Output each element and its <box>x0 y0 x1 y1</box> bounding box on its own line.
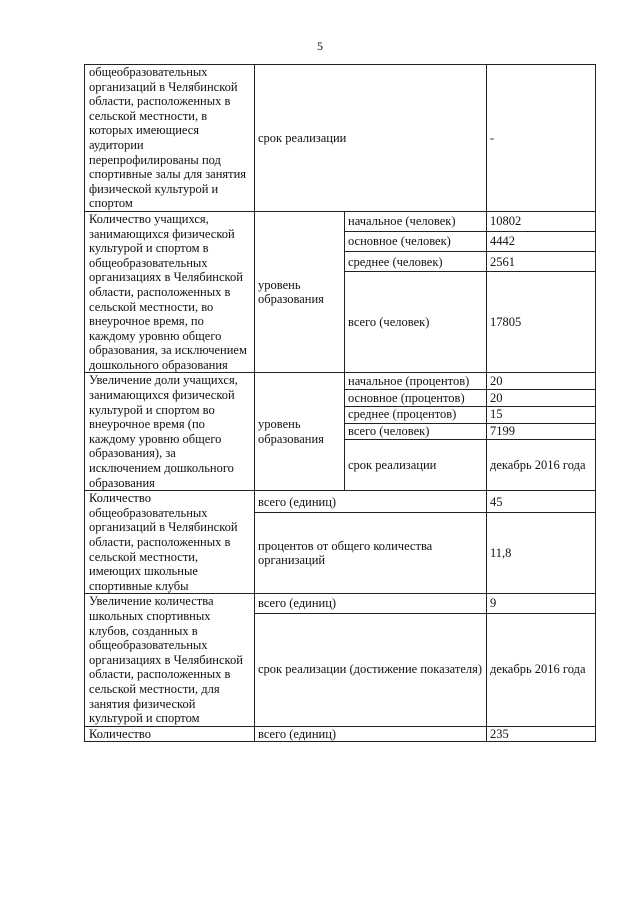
indicator-parameter: срок реализации (достижение показателя) <box>255 613 487 726</box>
table-row <box>85 211 596 231</box>
sub-label: всего (человек) <box>345 423 487 440</box>
indicator-value: декабрь 2016 года <box>487 613 596 726</box>
sub-label: основное (процентов) <box>345 390 487 407</box>
sub-label: основное (человек) <box>345 232 487 252</box>
sub-value: 7199 <box>487 423 596 440</box>
indicator-parameter: уровень образования <box>255 373 345 491</box>
sub-value: 10802 <box>487 211 596 231</box>
indicators-table <box>84 64 596 742</box>
sub-value: 15 <box>487 406 596 423</box>
table-row <box>85 373 596 390</box>
indicator-value: 9 <box>487 594 596 613</box>
sub-label: срок реализации <box>345 440 487 491</box>
indicator-value: 11,8 <box>487 513 596 594</box>
sub-label: всего (человек) <box>345 272 487 373</box>
table-row <box>85 65 596 212</box>
indicator-value: 45 <box>487 491 596 513</box>
indicator-description: Увеличение количества школьных спортивных клубов, созданных в общеобразовательных организациях в Челябинской области, расположенных в сельской местности, для занятия физической культурой и спортом <box>85 594 255 726</box>
sub-label: среднее (процентов) <box>345 406 487 423</box>
indicator-description: Количество учащихся, занимающихся физической культурой и спортом в общеобразовательных организациях в Челябинской области, расположенных в сельской местности, во внеурочное время, по каждому уровню общего образования, за исключением дошкольного образования <box>85 211 255 373</box>
sub-value: 4442 <box>487 232 596 252</box>
sub-label: начальное (процентов) <box>345 373 487 390</box>
sub-value: декабрь 2016 года <box>487 440 596 491</box>
indicator-parameter: всего (единиц) <box>255 726 487 742</box>
sub-value: 20 <box>487 390 596 407</box>
indicator-parameter: всего (единиц) <box>255 491 487 513</box>
indicator-parameter: всего (единиц) <box>255 594 487 613</box>
indicator-parameter: процентов от общего количества организаций <box>255 513 487 594</box>
sub-label: среднее (человек) <box>345 252 487 272</box>
indicator-description: общеобразовательных организаций в Челябинской области, расположенных в сельской местности, в которых имеющиеся аудитории перепрофилированы под спортивные залы для занятия физической культурой и спортом <box>85 65 255 212</box>
indicator-value: - <box>487 65 596 212</box>
table-row <box>85 594 596 613</box>
indicator-description: Увеличение доли учащихся, занимающихся физической культурой и спортом во внеурочное время (по каждому уровню общего образования), за исключением дошкольного образования <box>85 373 255 491</box>
sub-label: начальное (человек) <box>345 211 487 231</box>
table-row <box>85 726 596 742</box>
sub-value: 17805 <box>487 272 596 373</box>
indicator-description: Количество общеобразовательных организаций в Челябинской области, расположенных в сельской местности, имеющих школьные спортивные клубы <box>85 491 255 594</box>
indicator-parameter: срок реализации <box>255 65 487 212</box>
sub-value: 20 <box>487 373 596 390</box>
indicator-parameter: уровень образования <box>255 211 345 373</box>
table-row <box>85 491 596 513</box>
page-number: 5 <box>317 39 323 53</box>
indicator-description: Количество <box>85 726 255 742</box>
indicator-value: 235 <box>487 726 596 742</box>
sub-value: 2561 <box>487 252 596 272</box>
